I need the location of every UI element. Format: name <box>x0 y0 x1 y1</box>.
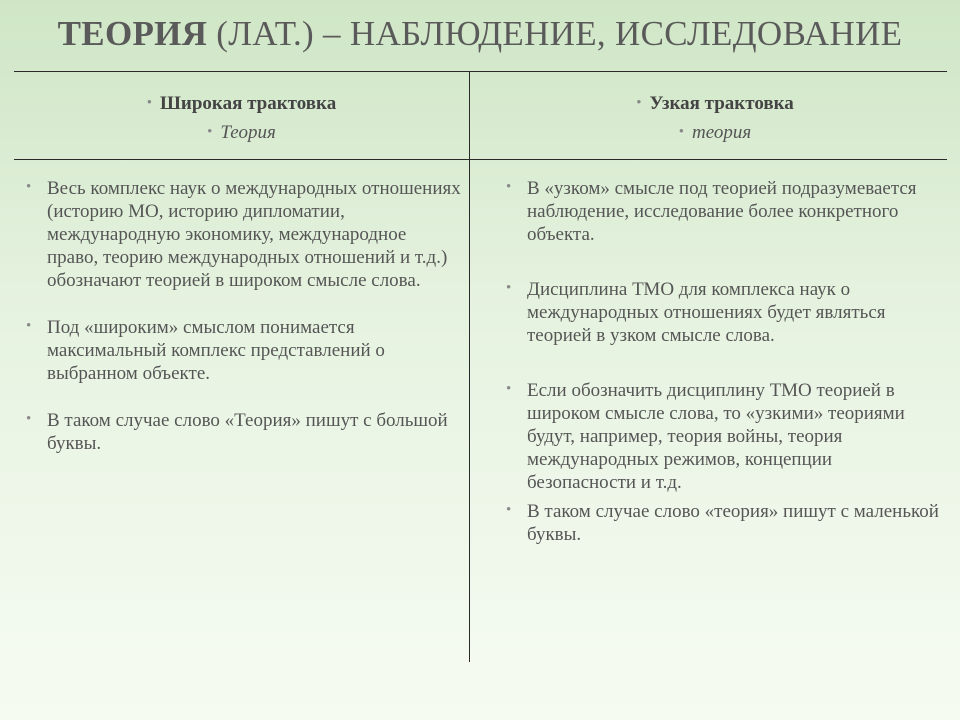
bullet-icon: • <box>678 124 684 140</box>
right-column-header <box>490 90 940 148</box>
list-item <box>506 278 942 347</box>
list-item <box>506 177 942 246</box>
bullet-icon: • <box>26 411 32 427</box>
list-item-text: В таком случае слово «теория» пишут с маленькой буквы. <box>527 501 939 545</box>
bullet-icon: • <box>636 95 642 111</box>
header-divider <box>14 159 947 160</box>
list-item <box>506 379 942 494</box>
right-bullet-list <box>506 177 942 546</box>
bullet-icon: • <box>506 179 512 195</box>
bullet-icon: • <box>506 381 512 397</box>
list-item <box>26 316 462 385</box>
bullet-icon: • <box>26 318 32 334</box>
left-column-header <box>14 90 469 148</box>
left-heading: Широкая трактовка <box>160 93 337 114</box>
bullet-icon: • <box>506 502 512 518</box>
list-item-text: Весь комплекс наук о международных отношениях (историю МО, историю дипломатии, международную экономику, международное право, теорию международных отношений и т.д.) обозначают теорией в широком смысле слова. <box>47 178 461 291</box>
title-underline <box>14 71 947 72</box>
list-item <box>506 500 942 546</box>
bullet-icon: • <box>506 280 512 296</box>
list-item-text: Под «широким» смыслом понимается максимальный комплекс представлений о выбранном объекте. <box>47 317 385 384</box>
list-item <box>26 409 462 455</box>
list-item-text: В таком случае слово «Теория» пишут с большой буквы. <box>47 410 448 454</box>
left-bullet-list <box>26 177 462 455</box>
list-item <box>26 177 462 292</box>
bullet-icon: • <box>146 95 153 111</box>
slide-title <box>0 14 960 54</box>
right-subheading: теория <box>692 122 752 143</box>
right-heading: Узкая трактовка <box>649 93 794 114</box>
title-rest: (ЛАТ.) – НАБЛЮДЕНИЕ, ИССЛЕДОВАНИЕ <box>207 14 903 53</box>
list-item-text: В «узком» смысле под теорией подразумевается наблюдение, исследование более конкретного объекта. <box>527 178 917 245</box>
title-bold: ТЕОРИЯ <box>57 14 208 53</box>
left-subheading: Теория <box>220 122 276 143</box>
list-item-text: Если обозначить дисциплину ТМО теорией в широком смысле слова, то «узкими» теориями будут, например, теория войны, теория международных режимов, концепции безопасности и т.д. <box>527 380 905 493</box>
column-divider <box>469 72 470 662</box>
list-item-text: Дисциплина ТМО для комплекса наук о международных отношениях будет являться теорией в узком смысле слова. <box>527 279 886 346</box>
bullet-icon: • <box>207 124 213 140</box>
bullet-icon: • <box>26 179 32 195</box>
